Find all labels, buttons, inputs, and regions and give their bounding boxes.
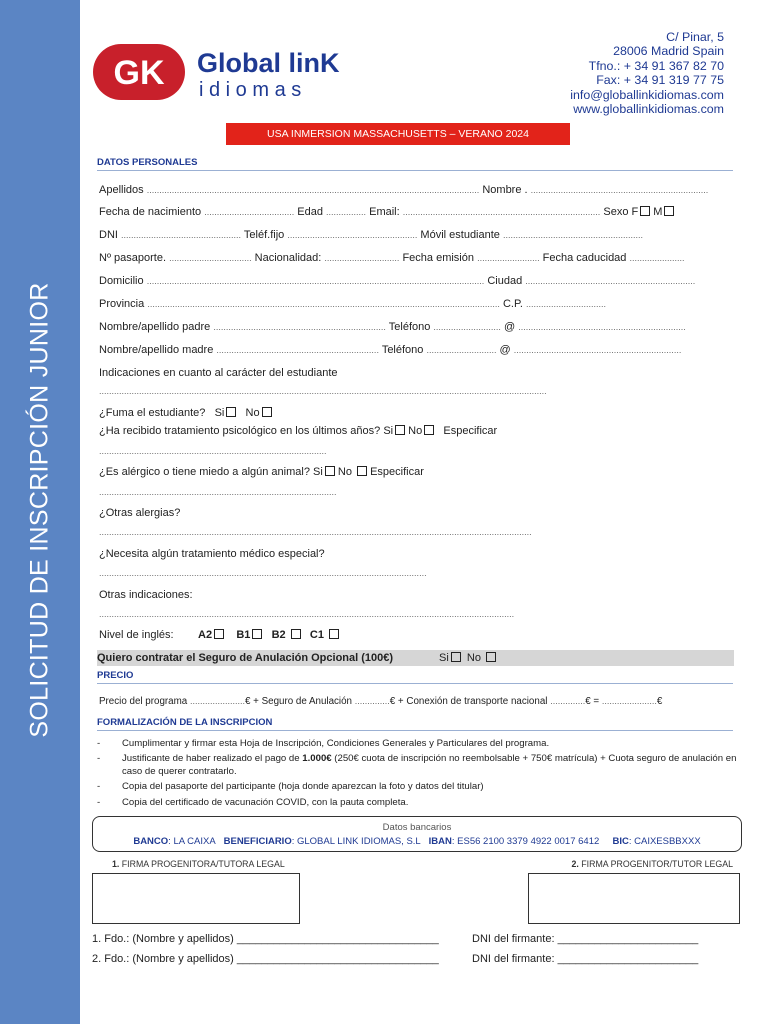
insurance-label: Quiero contratar el Seguro de Anulación Opcional (100€) [97, 652, 394, 664]
label-domicilio: Domicilio [99, 275, 144, 287]
list-item-text: Justificante de haber realizado el pago de [122, 753, 303, 765]
label-fuma-no: No [245, 407, 260, 419]
label-nivel-ingles: Nivel de inglés: [99, 629, 174, 641]
requirements-list [97, 738, 737, 812]
signer-2-dni[interactable]: DNI del firmante: _______________________ [472, 953, 699, 965]
input-movil[interactable]: ........................................................ [502, 230, 644, 240]
input-email[interactable]: ............................................................................... [402, 207, 601, 217]
checkbox-insurance-si[interactable] [451, 652, 461, 662]
label-nivel-c1: C1 [309, 629, 324, 641]
iban-label: IBAN [428, 836, 452, 847]
signature-number: 1. [112, 859, 120, 869]
insurance-si-label: Si [439, 652, 449, 664]
list-item-text: Cumplimentar y firmar esta Hoja de Inscripción, Condiciones Generales y Particulares del programa. [122, 738, 550, 749]
signature-title: FIRMA PROGENITORA/TUTORA LEGAL [119, 859, 285, 869]
checkbox-insurance-no[interactable] [486, 652, 496, 662]
bank-value: : LA CAIXA [168, 836, 216, 847]
label-sexo-m: M [653, 206, 663, 218]
input-madre[interactable]: ................................................................. [216, 345, 379, 355]
label-pasaporte: Nº pasaporte. [99, 252, 166, 264]
checkbox-fuma-si[interactable] [226, 407, 236, 417]
row-nivel-ingles [99, 629, 739, 641]
label-email-padre: @ [504, 321, 516, 333]
signer-2-name-field[interactable]: 2. Fdo.: (Nombre y apellidos) _________________________________ [92, 953, 439, 965]
label-precio-total: € = [585, 696, 600, 707]
label-indicaciones: Indicaciones en cuanto al carácter del estudiante [99, 367, 338, 379]
section-divider [97, 730, 733, 731]
row-padre [99, 321, 739, 333]
signature-number: 2. [571, 859, 579, 869]
logo-name: Global linK [197, 48, 340, 78]
label-precio-seguro: € + Seguro de Anulación [244, 696, 353, 707]
row-indicaciones [99, 367, 739, 379]
label-telefono-padre: Teléfono [388, 321, 431, 333]
label-email: Email: [369, 206, 400, 218]
label-fuma-si: Si [214, 407, 225, 419]
bank-title: Datos bancarios [382, 822, 452, 833]
label-madre: Nombre/apellido madre [99, 344, 214, 356]
label-nombre: Nombre . [482, 184, 528, 196]
row-pasaporte [99, 252, 739, 264]
input-indicaciones[interactable]: ................................................................................................................................................................................... [99, 386, 547, 396]
label-email-madre: @ [499, 344, 511, 356]
signer-2-row [92, 953, 439, 965]
label-psico-no: No [408, 425, 423, 437]
row-domicilio [99, 275, 739, 287]
row-provincia [99, 298, 739, 310]
input-precio-seguro[interactable]: .............. [354, 696, 390, 706]
beneficiary-label: BENEFICIARIO [223, 836, 292, 847]
input-apellidos[interactable]: ..................................................................................................................................... [146, 185, 480, 195]
label-euro: € [656, 696, 663, 707]
list-item [97, 797, 737, 809]
input-precio-transporte[interactable]: .............. [550, 696, 586, 706]
label-nacionalidad: Nacionalidad: [254, 252, 322, 264]
contact-fax: Fax: + 34 91 319 77 75 [596, 73, 724, 88]
input-otras-indicaciones[interactable]: ...................................................................................................................................................................... [99, 609, 515, 619]
label-sexo: Sexo F [603, 206, 639, 218]
input-email-madre[interactable]: ................................................................... [513, 345, 682, 355]
label-tratamiento-medico: ¿Necesita algún tratamiento médico especial? [99, 548, 325, 560]
input-fecha-nacimiento[interactable]: .................................... [204, 207, 295, 217]
label-fecha-caducidad: Fecha caducidad [542, 252, 627, 264]
sidebar [0, 0, 80, 1024]
label-otras-indicaciones: Otras indicaciones: [99, 589, 193, 601]
input-animal-especificar[interactable]: ............................................................................................... [99, 487, 337, 497]
contact-address: C/ Pinar, 5 [666, 30, 724, 44]
contact-city: 28006 Madrid Spain [613, 44, 724, 59]
input-precio-total[interactable]: ...................... [601, 696, 657, 706]
list-item [97, 738, 737, 750]
checkbox-animal-no[interactable] [357, 466, 367, 476]
insurance-no-label: No [466, 652, 481, 664]
input-otras-alergias[interactable]: ............................................................................................................................................................................. [99, 527, 532, 537]
logo-tagline: i d i o m a s [199, 79, 302, 101]
signer-1-dni[interactable]: DNI del firmante: _______________________ [472, 933, 699, 945]
contact-email[interactable]: info@globallinkidiomas.com [570, 87, 724, 102]
beneficiary-value: : GLOBAL LINK IDIOMAS, S.L [291, 836, 421, 847]
insurance-options [439, 650, 496, 666]
input-tratamiento-medico[interactable]: ................................................................................................................................... [99, 568, 427, 578]
signature-title: FIRMA PROGENITOR/TUTOR LEGAL [578, 859, 733, 869]
label-provincia: Provincia [99, 298, 145, 310]
input-pasaporte[interactable]: ................................. [169, 253, 252, 263]
label-fecha-emision: Fecha emisión [402, 252, 474, 264]
row-otras-indicaciones [99, 589, 739, 601]
row-precio [99, 696, 739, 707]
signature-label-2 [572, 859, 733, 869]
label-psico-si: Si [383, 425, 394, 437]
input-ciudad[interactable]: .................................................................... [525, 276, 696, 286]
contact-web[interactable]: www.globallinkidiomas.com [573, 102, 724, 117]
input-fecha-emision[interactable]: ......................... [477, 253, 540, 263]
signer-1-name-field[interactable]: 1. Fdo.: (Nombre y apellidos) _________________________________ [92, 933, 439, 945]
label-tratamiento-psico: ¿Ha recibido tratamiento psicológico en los últimos años? [99, 425, 381, 437]
checkbox-psico-no[interactable] [424, 425, 434, 435]
row-apellidos [99, 184, 739, 196]
label-dni: DNI [99, 229, 118, 241]
signature-box-1[interactable] [92, 873, 300, 924]
label-cp: C.P. [502, 298, 523, 310]
row-nacimiento [99, 206, 739, 218]
input-padre[interactable]: ..................................................................... [213, 322, 386, 332]
input-fecha-caducidad[interactable]: ...................... [629, 253, 685, 263]
list-item [97, 753, 737, 778]
checkbox-sexo-f[interactable] [640, 206, 650, 216]
input-precio-programa[interactable]: ...................... [189, 696, 245, 706]
bic-label: BIC [612, 836, 629, 847]
input-email-padre[interactable]: ................................................................... [518, 322, 686, 332]
bank-label: BANCO [133, 836, 169, 847]
formalization-heading: FORMALIZACIÓN DE LA INSCRIPCION [97, 717, 273, 728]
list-item-text: Copia del pasaporte del participante (hoja donde aparezcan la foto y datos del titular) [122, 781, 484, 793]
row-alergico-animal [99, 466, 739, 478]
price-heading: PRECIO [97, 670, 134, 681]
signer-1-row [92, 933, 439, 945]
label-animal-si: Si [313, 466, 323, 478]
list-item-text: (250€ cuota de inscripción no reembolsable + 750€ matrícula) + Cuota seguro de anulación en caso de querer contratarlo. [122, 753, 737, 777]
label-fecha-nacimiento: Fecha de nacimiento [99, 206, 202, 218]
bank-details [92, 816, 742, 852]
label-animal-especificar: Especificar [370, 466, 424, 478]
form-title: SOLICITUD DE INSCRIPCIÓN JUNIOR [25, 282, 54, 738]
checkbox-nivel-b2[interactable] [291, 629, 301, 639]
input-telef-fijo[interactable]: .................................................... [287, 230, 418, 240]
section-divider [97, 683, 733, 684]
personal-data-heading: DATOS PERSONALES [97, 157, 198, 168]
bic-value: : CAIXESBBXXX [628, 836, 701, 847]
input-domicilio[interactable]: ....................................................................................................................................... [146, 276, 485, 286]
label-nivel-a2: A2 [198, 629, 213, 641]
label-precio-programa: Precio del programa [99, 696, 188, 707]
label-psico-especificar: Especificar [443, 425, 498, 437]
company-logo [93, 42, 393, 104]
label-precio-transporte: € + Conexión de transporte nacional [389, 696, 548, 707]
program-banner: USA INMERSION MASSACHUSETTS – VERANO 2024 [226, 123, 570, 145]
input-edad[interactable]: ................ [326, 207, 367, 217]
payment-amount: 1.000€ [302, 753, 332, 765]
contact-phone: Tfno.: + 34 91 367 82 70 [588, 58, 724, 73]
checkbox-nivel-a2[interactable] [214, 629, 224, 639]
label-telef-fijo: Teléf.fijo [243, 229, 285, 241]
input-nombre[interactable]: ....................................................................... [530, 185, 709, 195]
checkbox-fuma-no[interactable] [262, 407, 272, 417]
checkbox-sexo-m[interactable] [664, 206, 674, 216]
label-movil: Móvil estudiante [420, 229, 500, 241]
label-nivel-b2: B2 [271, 629, 286, 641]
label-nivel-b1: B1 [236, 629, 251, 641]
label-apellidos: Apellidos [99, 184, 144, 196]
list-item [97, 781, 737, 793]
label-animal-no: No [337, 466, 352, 478]
row-fuma [99, 407, 739, 419]
row-otras-alergias [99, 507, 739, 519]
label-alergico-animal: ¿Es alérgico o tiene miedo a algún animal? [99, 466, 310, 478]
input-psico-especificar[interactable]: ........................................................................................... [99, 446, 327, 456]
bank-info [93, 836, 741, 847]
label-ciudad: Ciudad [487, 275, 523, 287]
label-fuma: ¿Fuma el estudiante? [99, 407, 206, 419]
checkbox-psico-si[interactable] [395, 425, 405, 435]
signature-label-1 [112, 859, 285, 869]
section-divider [97, 170, 733, 171]
logo-mark: GK [113, 54, 165, 92]
row-madre [99, 344, 739, 356]
label-telefono-madre: Teléfono [381, 344, 424, 356]
row-tratamiento-medico [99, 548, 739, 560]
label-edad: Edad [297, 206, 323, 218]
input-provincia[interactable]: ............................................................................................................................................. [147, 299, 500, 309]
checkbox-nivel-b1[interactable] [252, 629, 262, 639]
row-tratamiento-psico [99, 425, 739, 437]
input-nacionalidad[interactable]: .............................. [324, 253, 400, 263]
input-cp[interactable]: ................................ [526, 299, 607, 309]
input-telefono-madre[interactable]: ............................ [426, 345, 497, 355]
contact-block [570, 30, 724, 116]
list-item-text: Copia del certificado de vacunación COVID, con la pauta completa. [122, 796, 409, 808]
checkbox-animal-si[interactable] [325, 466, 335, 476]
insurance-row [97, 650, 734, 666]
signature-box-2[interactable] [528, 873, 740, 924]
label-padre: Nombre/apellido padre [99, 321, 211, 333]
input-dni[interactable]: ................................................ [121, 230, 242, 240]
row-dni [99, 229, 739, 241]
iban-value: : ES56 2100 3379 4922 0017 6412 [451, 836, 600, 847]
checkbox-nivel-c1[interactable] [329, 629, 339, 639]
input-telefono-padre[interactable]: ........................... [433, 322, 501, 332]
label-otras-alergias: ¿Otras alergias? [99, 507, 181, 519]
